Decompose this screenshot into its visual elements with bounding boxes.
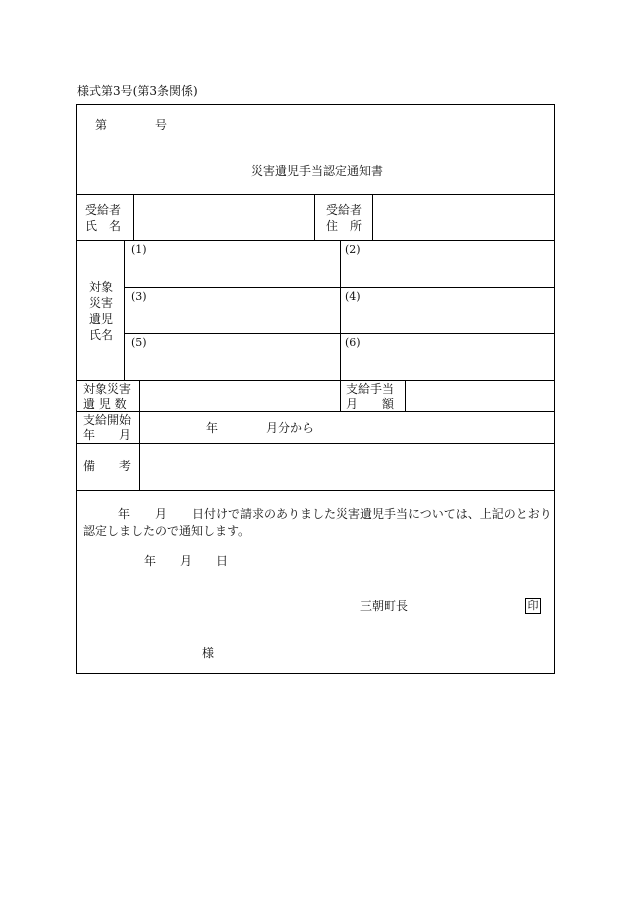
child-count-field[interactable] bbox=[141, 382, 338, 409]
recipient-name-label-2: 氏 名 bbox=[85, 219, 122, 233]
children-label-line-1: 対象 bbox=[89, 280, 114, 294]
document-number-prefix: 第 bbox=[95, 118, 108, 132]
recipient-name-label-1: 受給者 bbox=[85, 203, 122, 217]
start-year-unit: 年 bbox=[206, 421, 219, 435]
child-count-label-1: 対象災害 bbox=[83, 382, 132, 396]
seal-mark: 印 bbox=[525, 598, 541, 614]
notice-date-month: 月 bbox=[180, 554, 193, 568]
monthly-amount-field[interactable] bbox=[407, 382, 552, 409]
notice-sentence-line-2: 認定しましたので通知します。 bbox=[83, 524, 251, 538]
notice-sentence: 日付けで請求のありました災害遺児手当については、上記のとおり bbox=[192, 507, 552, 521]
child-slot-3-label: (3) bbox=[131, 290, 147, 303]
children-label-line-2: 災害 bbox=[89, 296, 114, 310]
child-slot-4-field[interactable] bbox=[342, 289, 552, 331]
notice-request-year: 年 bbox=[118, 507, 131, 521]
notice-form bbox=[76, 104, 555, 674]
child-count-label-2: 遺 児 数 bbox=[83, 397, 127, 411]
notice-request-month: 月 bbox=[155, 507, 168, 521]
recipient-address-label-1: 受給者 bbox=[326, 203, 363, 217]
child-slot-1-field[interactable] bbox=[126, 242, 338, 285]
child-slot-4-label: (4) bbox=[345, 290, 361, 303]
recipient-address-label-2: 住 所 bbox=[326, 219, 363, 233]
notice-date-year: 年 bbox=[144, 554, 157, 568]
child-slot-2-field[interactable] bbox=[342, 242, 552, 285]
start-month-unit: 月分から bbox=[266, 421, 315, 435]
recipient-name-field[interactable] bbox=[135, 196, 312, 238]
remarks-label: 備 考 bbox=[83, 459, 132, 473]
start-month-label-1: 支給開始 bbox=[83, 413, 132, 427]
issuer-name: 三朝町長 bbox=[360, 599, 409, 613]
document-title: 災害遺児手当認定通知書 bbox=[251, 164, 384, 178]
start-month-label-2: 年 月 bbox=[83, 428, 132, 442]
child-slot-5-field[interactable] bbox=[126, 335, 338, 378]
recipient-address-field[interactable] bbox=[374, 196, 552, 238]
monthly-amount-label-1: 支給手当 bbox=[346, 382, 395, 396]
children-label-line-4: 氏名 bbox=[89, 328, 114, 342]
document-number-suffix: 号 bbox=[155, 118, 168, 132]
addressee-suffix: 様 bbox=[202, 646, 215, 660]
monthly-amount-label-2: 月 額 bbox=[346, 397, 395, 411]
child-slot-3-field[interactable] bbox=[126, 289, 338, 331]
remarks-field[interactable] bbox=[141, 445, 552, 488]
child-slot-1-label: (1) bbox=[131, 243, 147, 256]
children-label-line-3: 遺児 bbox=[89, 312, 114, 326]
child-slot-5-label: (5) bbox=[131, 336, 147, 349]
start-month-field[interactable] bbox=[141, 413, 552, 441]
child-slot-2-label: (2) bbox=[345, 243, 361, 256]
addressee-name-field[interactable] bbox=[97, 643, 197, 663]
document-number-field[interactable] bbox=[111, 115, 151, 133]
child-slot-6-label: (6) bbox=[345, 336, 361, 349]
form-number-label: 様式第3号(第3条関係) bbox=[77, 84, 198, 98]
notice-date-day: 日 bbox=[216, 554, 229, 568]
child-slot-6-field[interactable] bbox=[342, 335, 552, 378]
